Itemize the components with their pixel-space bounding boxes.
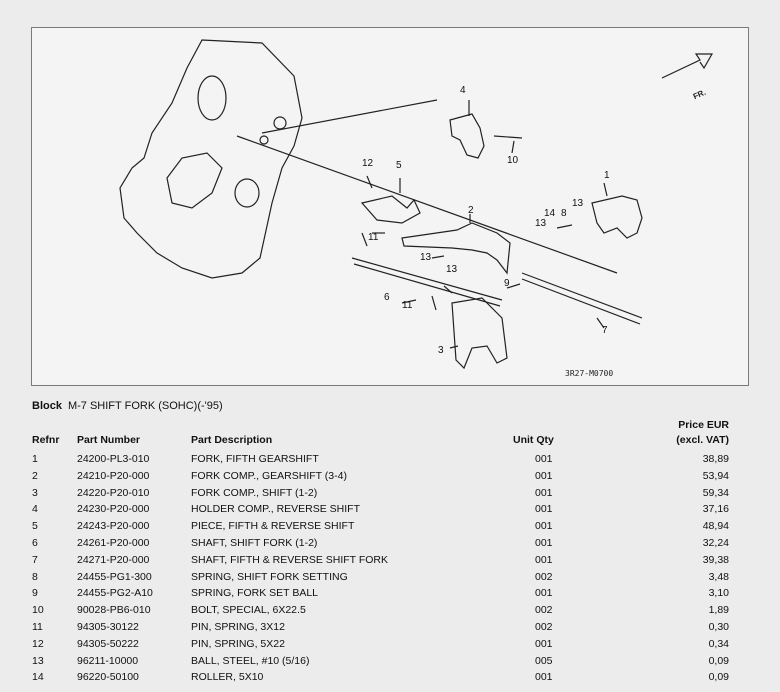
- refnr-cell: 12: [32, 637, 44, 650]
- callout-7: 7: [602, 325, 608, 336]
- part-number-cell: 24261-P20-000: [77, 537, 150, 549]
- refnr-cell: 8: [32, 570, 38, 583]
- part-number-cell: 24230-P20-000: [77, 503, 150, 516]
- price-cell: 53,94: [702, 469, 729, 482]
- part-number-cell: 24455-PG1-300: [77, 570, 152, 583]
- part-number-cell: 24243-P20-000: [77, 520, 150, 533]
- refnr-cell: 1: [32, 453, 38, 465]
- callout-11b: 11: [402, 300, 413, 311]
- callout-13c: 13: [420, 252, 432, 263]
- refnr-cell: 7: [32, 553, 38, 566]
- table-row: [0, 453, 780, 470]
- description-cell: SPRING, SHIFT FORK SETTING: [191, 570, 348, 583]
- price-cell: 39,38: [702, 553, 729, 566]
- part-number-cell: 24220-P20-010: [77, 486, 150, 499]
- header-unit-qty: Unit Qty: [513, 434, 554, 446]
- part-number-cell: 24271-P20-000: [77, 553, 150, 566]
- block-name: M-7 SHIFT FORK (SOHC)(-'95): [67, 400, 223, 412]
- table-row: [0, 503, 780, 520]
- unit-qty-cell: 001: [535, 637, 553, 650]
- header-part-number: Part Number: [77, 434, 141, 446]
- part-number-cell: 96220-50100: [77, 671, 139, 684]
- refnr-cell: 10: [32, 604, 44, 617]
- price-cell: 0,34: [708, 637, 729, 650]
- callout-3: 3: [438, 345, 444, 356]
- callout-4: 4: [460, 85, 466, 96]
- unit-qty-cell: 001: [535, 553, 553, 566]
- price-cell: 48,94: [702, 520, 729, 533]
- callout-2: 2: [468, 205, 474, 216]
- part-number-cell: 94305-30122: [77, 621, 139, 633]
- refnr-cell: 9: [32, 587, 38, 600]
- exploded-diagram: [31, 27, 749, 386]
- refnr-cell: 3: [32, 486, 38, 499]
- price-cell: 0,09: [708, 671, 729, 684]
- header-excl-vat: (excl. VAT): [676, 434, 729, 446]
- table-row: [0, 587, 780, 604]
- table-row: [0, 655, 780, 672]
- description-cell: SHAFT, FIFTH & REVERSE SHIFT FORK: [191, 553, 388, 566]
- unit-qty-cell: 001: [535, 587, 553, 600]
- front-direction-label: FR.: [691, 87, 708, 102]
- header-part-description: Part Description: [191, 434, 273, 446]
- unit-qty-cell: 001: [535, 486, 553, 499]
- description-cell: HOLDER COMP., REVERSE SHIFT: [191, 503, 361, 516]
- part-number-cell: 24200-PL3-010: [77, 453, 150, 465]
- unit-qty-cell: 001: [535, 503, 553, 516]
- table-row: [0, 520, 780, 537]
- refnr-cell: 4: [32, 503, 38, 516]
- refnr-cell: 6: [32, 537, 38, 549]
- price-cell: 0,30: [708, 621, 729, 633]
- price-cell: 1,89: [708, 604, 729, 617]
- callout-5: 5: [396, 160, 402, 171]
- description-cell: SHAFT, SHIFT FORK (1-2): [191, 537, 318, 549]
- unit-qty-cell: 001: [535, 537, 553, 549]
- description-cell: FORK, FIFTH GEARSHIFT: [191, 453, 319, 465]
- part-number-cell: 96211-10000: [77, 654, 139, 667]
- refnr-cell: 2: [32, 469, 38, 482]
- refnr-cell: 13: [32, 654, 44, 667]
- callout-13d: 13: [446, 264, 458, 275]
- unit-qty-cell: 002: [535, 621, 553, 633]
- table-row: [0, 554, 780, 571]
- callout-8: 8: [561, 208, 567, 219]
- header-refnr: Refnr: [32, 434, 60, 446]
- refnr-cell: 14: [32, 671, 44, 684]
- table-row: [0, 671, 780, 688]
- price-cell: 3,48: [708, 570, 729, 583]
- price-cell: 37,16: [702, 503, 729, 516]
- callout-13b: 13: [572, 198, 584, 209]
- description-cell: BOLT, SPECIAL, 6X22.5: [191, 604, 306, 617]
- callout-11a: 11: [368, 232, 379, 243]
- block-title: [32, 400, 223, 412]
- callout-12: 12: [362, 158, 374, 169]
- description-cell: PIECE, FIFTH & REVERSE SHIFT: [191, 520, 355, 533]
- diagram-code: 3R27-M0700: [565, 369, 614, 378]
- unit-qty-cell: 005: [535, 654, 553, 667]
- unit-qty-cell: 002: [535, 570, 553, 583]
- table-row: [0, 621, 780, 638]
- callout-6: 6: [384, 292, 390, 303]
- part-number-cell: 94305-50222: [77, 637, 139, 650]
- refnr-cell: 5: [32, 520, 38, 533]
- unit-qty-cell: 001: [535, 671, 553, 684]
- table-row: [0, 638, 780, 655]
- description-cell: PIN, SPRING, 5X22: [191, 637, 285, 650]
- description-cell: FORK COMP., SHIFT (1-2): [191, 486, 318, 499]
- table-row: [0, 487, 780, 504]
- unit-qty-cell: 001: [535, 469, 553, 482]
- price-cell: 32,24: [702, 537, 729, 549]
- table-row: [0, 571, 780, 588]
- description-cell: PIN, SPRING, 3X12: [191, 621, 285, 633]
- table-row: [0, 604, 780, 621]
- callout-13a: 13: [535, 218, 547, 229]
- block-label: Block: [32, 400, 62, 412]
- description-cell: BALL, STEEL, #10 (5/16): [191, 654, 310, 667]
- callout-9: 9: [504, 278, 510, 289]
- callout-14: 14: [544, 208, 556, 219]
- unit-qty-cell: 001: [535, 453, 553, 465]
- diagram-drawing: [32, 28, 748, 385]
- price-cell: 0,09: [708, 654, 729, 667]
- part-number-cell: 90028-PB6-010: [77, 604, 151, 617]
- part-number-cell: 24455-PG2-A10: [77, 587, 153, 600]
- callout-10: 10: [507, 155, 519, 166]
- header-price-eur: Price EUR: [678, 419, 729, 431]
- price-cell: 38,89: [702, 453, 729, 465]
- part-number-cell: 24210-P20-000: [77, 469, 150, 482]
- unit-qty-cell: 002: [535, 604, 553, 617]
- unit-qty-cell: 001: [535, 520, 553, 533]
- description-cell: SPRING, FORK SET BALL: [191, 587, 319, 600]
- refnr-cell: 11: [32, 621, 43, 633]
- callout-1: 1: [604, 170, 610, 181]
- price-cell: 59,34: [702, 486, 729, 499]
- description-cell: FORK COMP., GEARSHIFT (3-4): [191, 469, 347, 482]
- table-row: [0, 537, 780, 554]
- description-cell: ROLLER, 5X10: [191, 671, 264, 684]
- table-row: [0, 470, 780, 487]
- price-cell: 3,10: [708, 587, 729, 600]
